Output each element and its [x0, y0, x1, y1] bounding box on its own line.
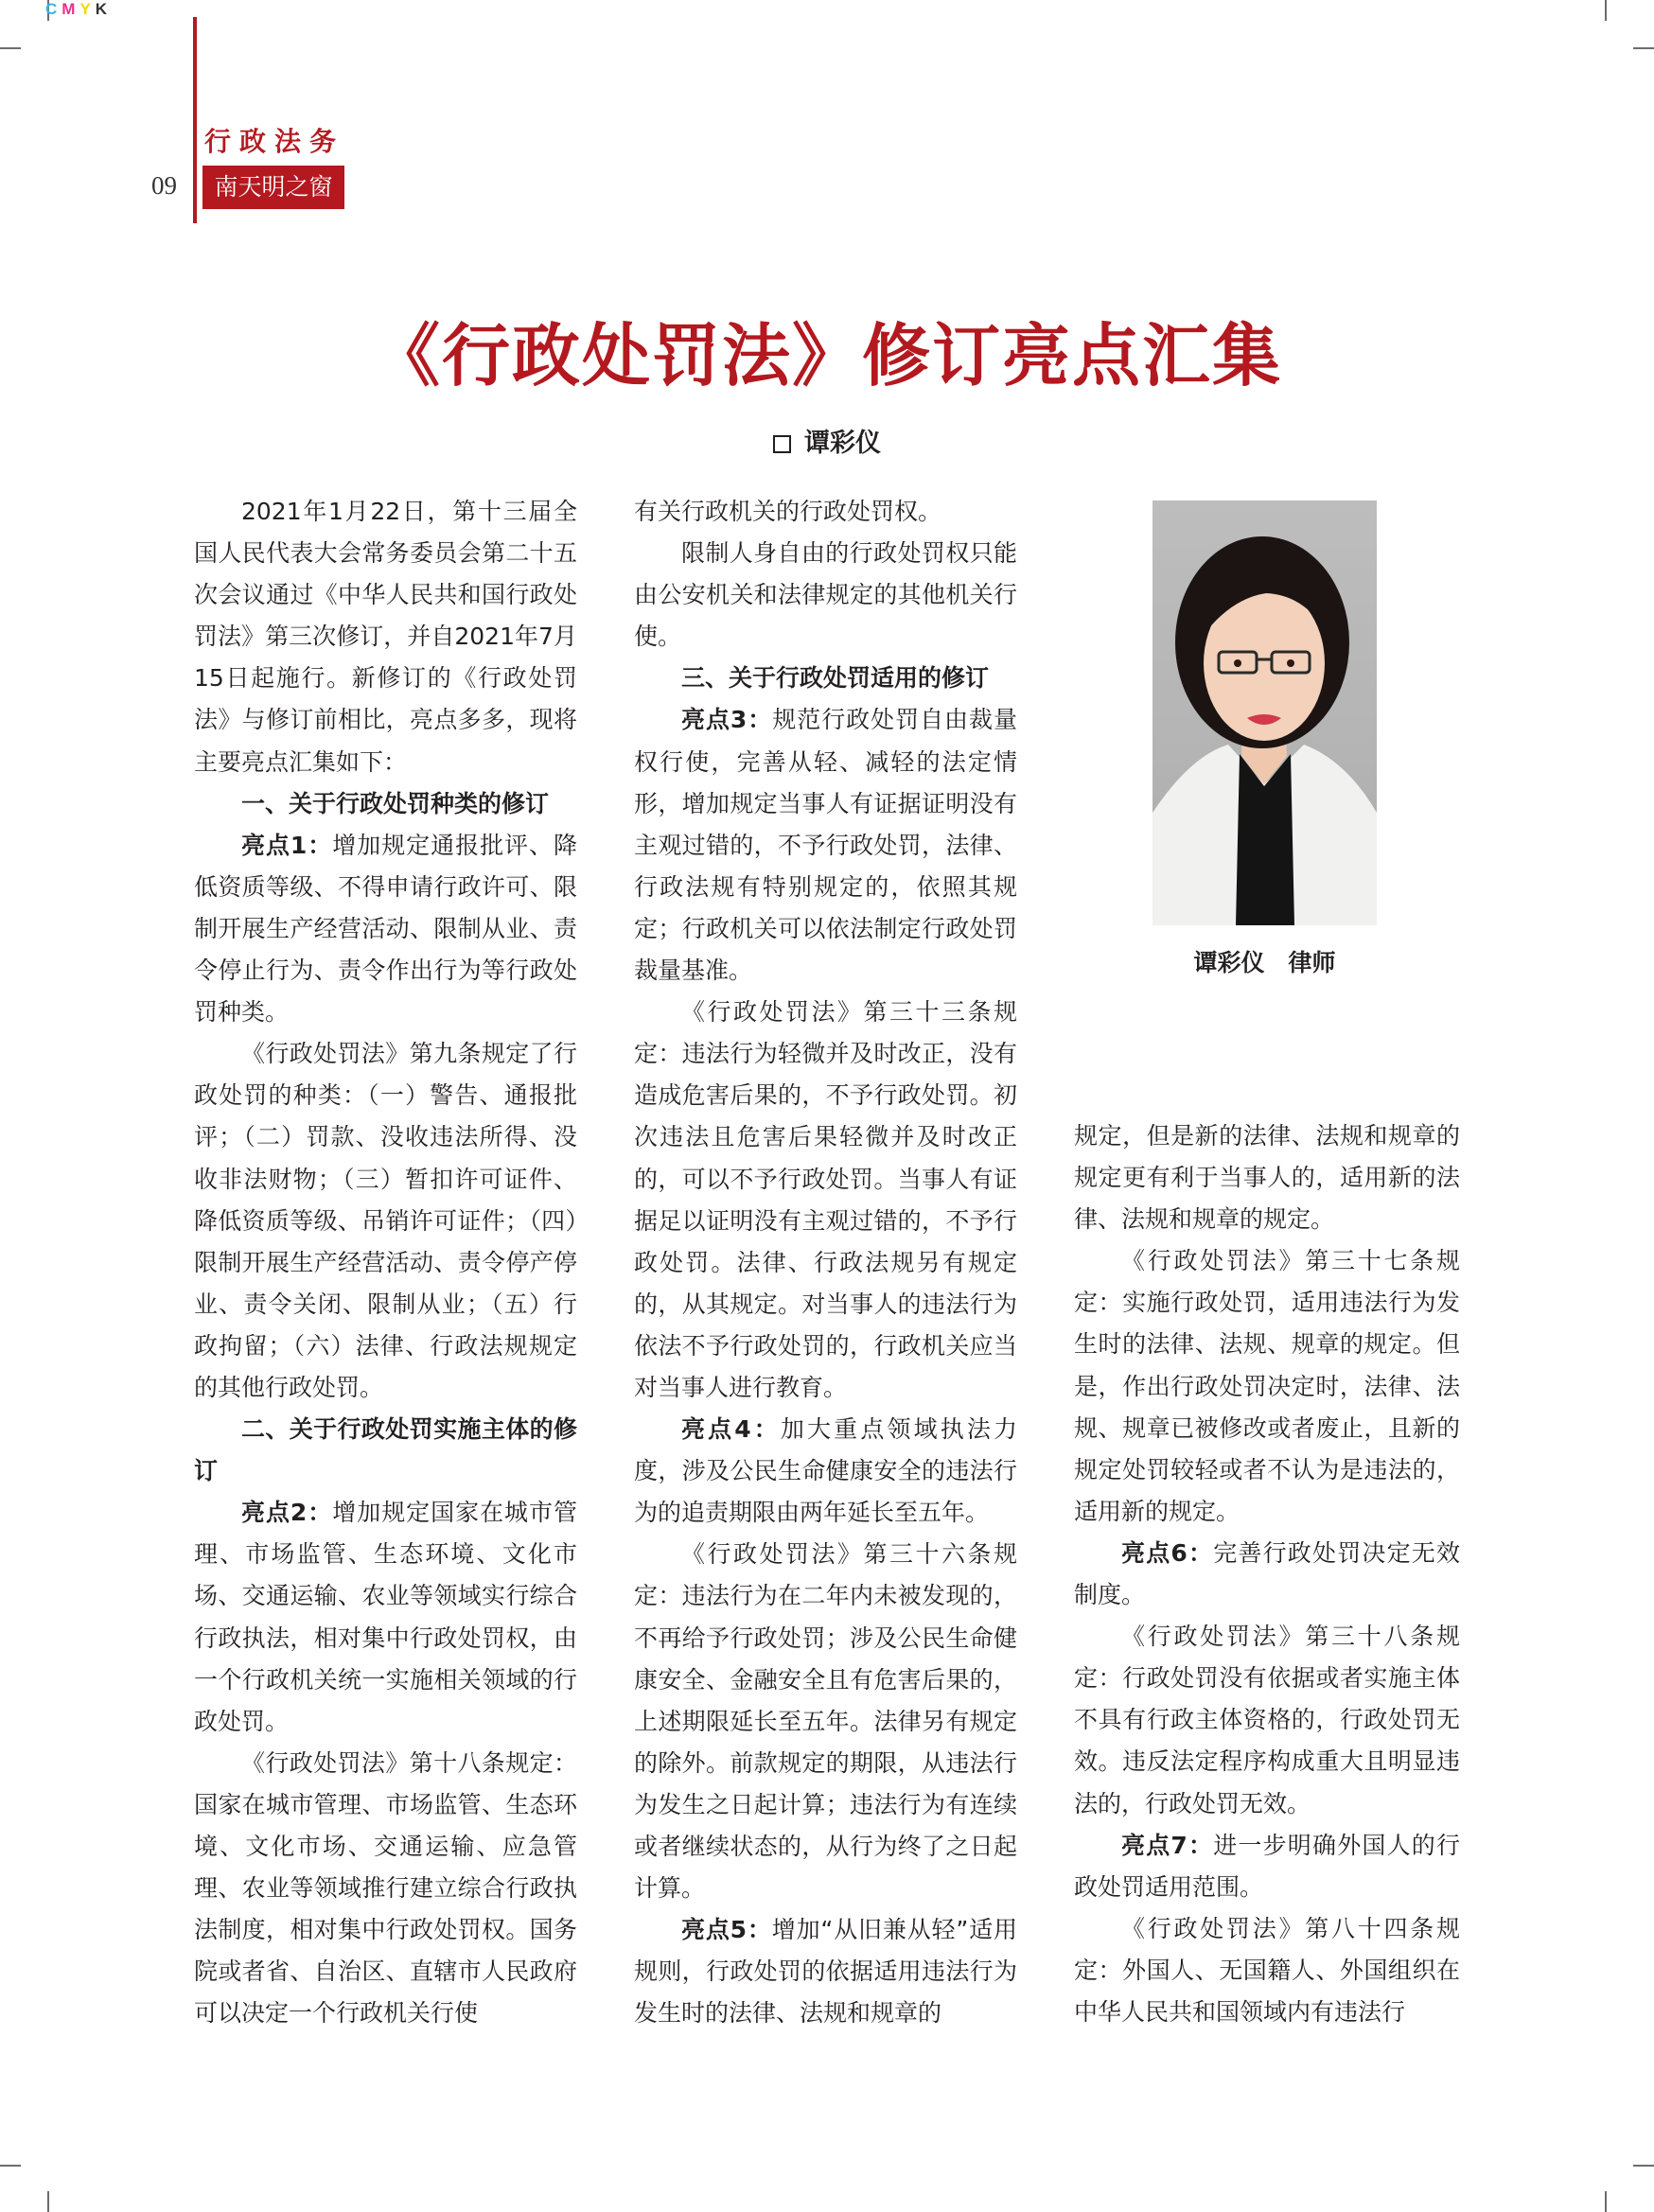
paragraph: 《行政处罚法》第三十八条规定：行政处罚没有依据或者实施主体不具有行政主体资格的，行政处罚无效。违反法定程序构成重大且明显违法的，行政处罚无效。: [1074, 1623, 1460, 1817]
crop-mark: [1605, 0, 1607, 21]
paragraph: 《行政处罚法》第九条规定了行政处罚的种类：（一）警告、通报批评；（二）罚款、没收违法所得、没收非法财物；（三）暂扣许可证件、降低资质等级、吊销许可证件；（四）限制开展生产经营活动、责令停产停业、责令关闭、限制从业；（五）行政拘留；（六）法律、行政法规规定的其他行政处罚。: [194, 1040, 577, 1401]
paragraph: 亮点7：进一步明确外国人的行政处罚适用范围。: [1074, 1831, 1460, 1901]
crop-mark: [1633, 47, 1654, 49]
paragraph: 有关行政机关的行政处罚权。: [634, 498, 942, 525]
text-column-3: [1074, 1115, 1460, 2033]
paragraph: 限制人身自由的行政处罚权只能由公安机关和法律规定的其他机关行使。: [634, 539, 1017, 651]
crop-mark: [1633, 2165, 1654, 2167]
paragraph: 2021年1月22日，第十三届全国人民代表大会常务委员会第二十五次会议通过《中华人民共和国行政处罚法》第三次修订，并自2021年7月15日起施行。新修订的《行政处罚法》与修订前相比，亮点多多，现将主要亮点汇集如下：: [194, 498, 577, 776]
paragraph: 《行政处罚法》第三十三条规定：违法行为轻微并及时改正，没有造成危害后果的，不予行政处罚。初次违法且危害后果轻微并及时改正的，可以不予行政处罚。当事人有证据足以证明没有主观过错的，不予行政处罚。法律、行政法规另有规定的，从其规定。对当事人的违法行为依法不予行政处罚的，行政机关应当对当事人进行教育。: [634, 998, 1017, 1401]
crop-mark: [47, 2191, 49, 2212]
text-column-1: [194, 491, 577, 2034]
paragraph: 亮点1：增加规定通报批评、降低资质等级、不得申请行政许可、限制开展生产经营活动、限制从业、责令停止行为、责令作出行为等行政处罚种类。: [194, 831, 577, 1027]
author-byline: [0, 422, 1654, 459]
cmyk-color-bar: CMYK: [45, 0, 113, 18]
paragraph: 《行政处罚法》第三十六条规定：违法行为在二年内未被发现的，不再给予行政处罚；涉及公民生命健康安全、金融安全且有危害后果的，上述期限延长至五年。法律另有规定的除外。前款规定的期限，从违法行为发生之日起计算；违法行为有连续或者继续状态的，从行为终了之日起计算。: [634, 1540, 1017, 1903]
photo-caption: 谭彩仪 律师: [1193, 949, 1336, 976]
paragraph: 亮点3：规范行政处罚自由裁量权行使，完善从轻、减轻的法定情形，增加规定当事人有证据证明没有主观过错的，不予行政处罚，法律、行政法规有特别规定的，依照其规定；行政机关可以依法制定行政处罚裁量基准。: [634, 706, 1017, 985]
magazine-name: 南天明之窗: [202, 166, 344, 209]
section-heading: 一、关于行政处罚种类的修订: [241, 789, 550, 817]
paragraph: 《行政处罚法》第八十四条规定：外国人、无国籍人、外国组织在中华人民共和国领域内有违法行: [1074, 1914, 1460, 2026]
square-icon: [773, 435, 791, 453]
page-number: 09: [151, 171, 177, 200]
section-heading: 二、关于行政处罚实施主体的修订: [194, 1415, 577, 1485]
paragraph: 规定，但是新的法律、法规和规章的规定更有利于当事人的，适用新的法律、法规和规章的规定。: [1074, 1122, 1460, 1234]
paragraph: 亮点2：增加规定国家在城市管理、市场监管、生态环境、文化市场、交通运输、农业等领域实行综合行政执法，相对集中行政处罚权，由一个行政机关统一实施相关领域的行政处罚。: [194, 1499, 577, 1735]
text-column-2: [634, 491, 1017, 2034]
author-photo: [1153, 500, 1377, 925]
paragraph: 亮点6：完善行政处罚决定无效制度。: [1074, 1538, 1460, 1609]
column-name: 行政法务: [204, 126, 345, 157]
crop-mark: [0, 47, 21, 49]
crop-mark: [1605, 2191, 1607, 2212]
author-name: 谭彩仪: [804, 429, 881, 458]
paragraph: 《行政处罚法》第三十七条规定：实施行政处罚，适用违法行为发生时的法律、法规、规章的规定。但是，作出行政处罚决定时，法律、法规、规章已被修改或者废止，且新的规定处罚较轻或者不认为是违法的，适用新的规定。: [1074, 1247, 1460, 1525]
paragraph: 亮点4：加大重点领域执法力度，涉及公民生命健康安全的违法行为的追责期限由两年延长至五年。: [634, 1415, 1017, 1527]
paragraph: 《行政处罚法》第十八条规定：国家在城市管理、市场监管、生态环境、文化市场、交通运输、应急管理、农业等领域推行建立综合行政执法制度，相对集中行政处罚权。国务院或者省、自治区、直辖市人民政府可以决定一个行政机关行使: [194, 1748, 577, 2028]
crop-mark: [0, 2165, 21, 2167]
paragraph: 亮点5：增加“从旧兼从轻”适用规则，行政处罚的依据适用违法行为发生时的法律、法规和规章的: [634, 1916, 1018, 2028]
header-rule: [193, 17, 197, 223]
section-heading: 三、关于行政处罚适用的修订: [681, 664, 990, 693]
article-title: 《行政处罚法》修订亮点汇集: [371, 316, 1282, 395]
portrait-image: [1153, 500, 1377, 925]
